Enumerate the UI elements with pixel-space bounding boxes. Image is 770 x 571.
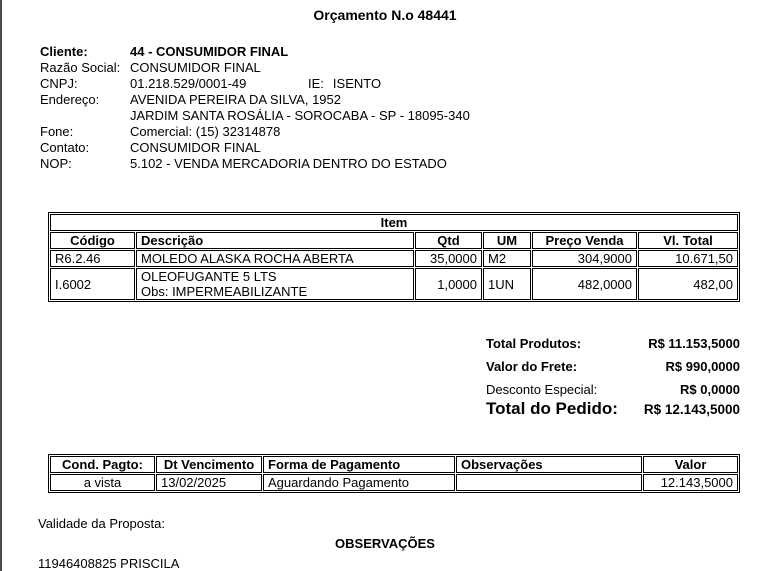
client-field-fone [40,124,470,140]
col-header-qtd: Qtd [415,232,482,249]
totals-block [486,336,740,425]
fone-label: Fone: [40,124,74,139]
cnpj-value: 01.218.529/0001-49 [130,76,247,91]
nop-value: 5.102 - VENDA MERCADORIA DENTRO DO ESTADO [130,156,447,171]
col-header-vl-total: Vl. Total [638,232,738,249]
col-header-cond-pagto: Cond. Pagto: [50,456,155,473]
desconto-especial-row [486,382,740,397]
contact-line: 11946408825 PRISCILA [38,556,180,571]
fone-value: Comercial: (15) 32314878 [130,124,281,139]
item-codigo: I.6002 [50,268,135,300]
contato-value: CONSUMIDOR FINAL [130,140,261,155]
client-field-endereco [40,92,470,108]
endereco-label-spacer [40,108,130,124]
item-descricao: OLEOFUGANTE 5 LTS [141,269,277,284]
item-vl-total: 10.671,50 [638,250,738,267]
total-produtos-row [486,336,740,351]
endereco-line1: AVENIDA PEREIRA DA SILVA, 1952 [130,92,341,107]
payment-observacoes [456,474,642,491]
item-preco-venda: 482,0000 [532,268,637,300]
col-header-codigo: Código [50,232,135,249]
col-header-preco-venda: Preço Venda [532,232,637,249]
col-header-forma-pagamento: Forma de Pagamento [263,456,455,473]
client-info-block [40,44,470,172]
total-pedido-value: R$ 12.143,5000 [643,402,740,417]
item-descricao: MOLEDO ALASKA ROCHA ABERTA [141,251,354,266]
total-pedido-row [486,401,740,417]
desconto-especial-label: Desconto Especial: [486,382,598,397]
ie-label: IE: [308,76,324,91]
item-preco-venda: 304,9000 [532,250,637,267]
client-field-razao-social [40,60,470,76]
razao-social-value: CONSUMIDOR FINAL [130,60,261,75]
payment-dt-vencimento: 13/02/2025 [156,474,262,491]
item-um: 1UN [483,268,531,300]
client-field-cnpj [40,76,470,92]
contato-label: Contato: [40,140,90,155]
col-header-descricao: Descrição [136,232,414,249]
valor-frete-row [486,359,740,374]
cliente-value: 44 - CONSUMIDOR FINAL [130,44,289,59]
endereco-label: Endereço: [40,92,100,107]
desconto-especial-value: R$ 0,0000 [680,382,740,397]
col-header-dt-vencimento: Dt Vencimento [156,456,262,473]
item-descricao-cell [136,268,414,300]
item-table-group-header: Item [50,214,738,231]
item-obs: Obs: IMPERMEABILIZANTE [141,284,308,299]
col-header-valor: Valor [643,456,738,473]
valor-frete-label: Valor do Frete: [486,359,578,374]
total-produtos-label: Total Produtos: [486,336,582,351]
col-header-observacoes: Observações [456,456,642,473]
item-table-group-header-row [50,214,738,231]
ie-value: ISENTO [332,76,382,91]
page-left-edge [0,0,2,571]
payment-valor: 12.143,5000 [643,474,738,491]
nop-label: NOP: [40,156,72,171]
total-produtos-value: R$ 11.153,5000 [648,336,740,351]
valor-frete-value: R$ 990,0000 [665,359,740,374]
payment-forma-pagamento: Aguardando Pagamento [263,474,455,491]
item-row [50,268,738,300]
payment-cond-pagto: a vista [50,474,155,491]
endereco-line2: JARDIM SANTA ROSÁLIA - SOROCABA - SP - 18095-340 [130,108,470,123]
total-pedido-label: Total do Pedido: [486,399,618,418]
item-table [48,212,740,302]
item-descricao-cell [136,250,414,267]
col-header-um: UM [483,232,531,249]
item-qtd: 35,0000 [415,250,482,267]
item-vl-total: 482,00 [638,268,738,300]
client-field-cliente [40,44,470,60]
payment-row [50,474,738,491]
cliente-label: Cliente: [40,44,88,59]
payment-table [48,454,740,493]
observacoes-title: OBSERVAÇÕES [335,536,435,551]
item-codigo: R6.2.46 [50,250,135,267]
document-title: Orçamento N.o 48441 [313,7,457,23]
client-field-nop [40,156,470,172]
cnpj-label: CNPJ: [40,76,78,91]
client-field-contato [40,140,470,156]
validade-proposta-label: Validade da Proposta: [38,516,165,531]
payment-table-header-row [50,456,738,473]
item-row [50,250,738,267]
item-um: M2 [483,250,531,267]
item-table-header-row [50,232,738,249]
client-field-endereco-line2 [40,108,470,124]
razao-social-label: Razão Social: [40,60,121,75]
item-qtd: 1,0000 [415,268,482,300]
